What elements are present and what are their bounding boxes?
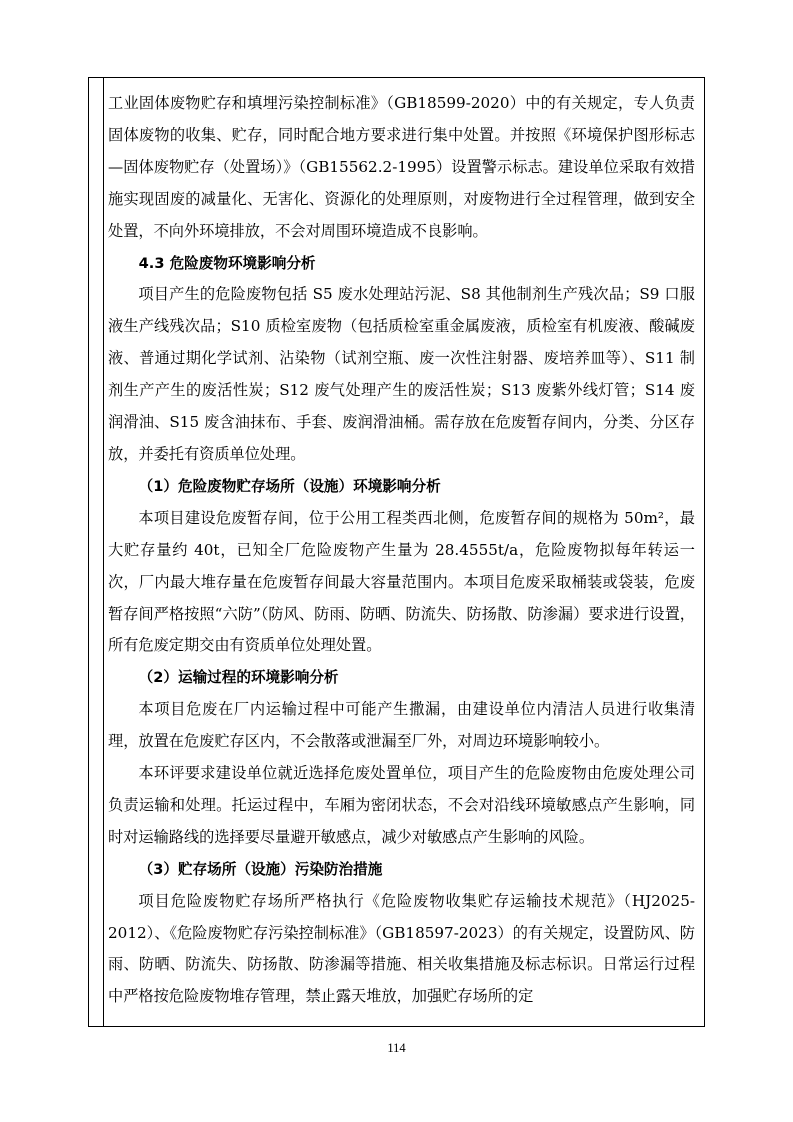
paragraph-hazardous-waste-list: 项目产生的危险废物包括 S5 废水处理站污泥、S8 其他制剂生产残次品；S9 口服液生产线残次品；S10 质检室废物（包括质检室重金属废液，质检室有机废液、酸碱废液、普通过期化学试剂、沾染物（试剂空瓶、废一次性注射器、废培养皿等）、S11 制剂生产产生的废活性炭；S12 废气处理产生的废活性炭；S13 废紫外线灯管；S14 废润滑油、S15 废含油抹布、手套、废润滑油桶。需存放在危废暂存间内，分类、分区存放，并委托有资质单位处理。 [108,285,695,463]
paragraph-transport-offsite: 本环评要求建设单位就近选择危废处置单位，项目产生的危险废物由危废处理公司负责运输和处理。托运过程中，车厢为密闭状态，不会对沿线环境敏感点产生影响，同时对运输路线的选择要尽量避开敏感点，减少对敏感点产生影响的风险。 [108,764,695,846]
paragraph-continued: 工业固体废物贮存和填埋污染控制标准》（GB18599-2020）中的有关规定，专人负责固体废物的收集、贮存，同时配合地方要求进行集中处置。并按照《环境保护图形标志—固体废物贮存（处置场）》（GB15562.2-1995）设置警示标志。建设单位采取有效措施实现固废的减量化、无害化、资源化的处理原则，对废物进行全过程管理，做到安全处置，不向外环境排放，不会对周围环境造成不良影响。 [108,94,695,240]
subheading-storage-impact: （1）危险废物贮存场所（设施）环境影响分析 [138,477,441,495]
section-heading-4-3: 4.3 危险废物环境影响分析 [138,254,316,272]
subheading-transport-impact: （2）运输过程的环境影响分析 [138,669,339,687]
paragraph-storage-room: 本项目建设危废暂存间，位于公用工程类西北侧，危废暂存间的规格为 50m²，最大贮存量约 40t，已知全厂危险废物产生量为 28.4555t/a，危险废物拟每年转运一次，厂内最大堆存量在危废暂存间最大容量范围内。本项目危废采取桶装或袋装，危废暂存间严格按照“六防”（防风、防雨、防晒、防流失、防扬散、防渗漏）要求进行设置，所有危废定期交由有资质单位处理处置。 [108,508,695,655]
table-column-divider [103,78,104,1026]
paragraph-storage-measures: 项目危险废物贮存场所严格执行《危险废物收集贮存运输技术规范》（HJ2025-2012）、《危险废物贮存污染控制标准》（GB18597-2023）的有关规定，设置防风、防雨、防晒、防流失、防扬散、防渗漏等措施、相关收集措施及标志标识。日常运行过程中严格按危险废物堆存管理，禁止露天堆放，加强贮存场所的定 [108,891,695,1006]
page-number: 114 [387,1041,406,1055]
paragraph-transport-in-plant: 本项目危废在厂内运输过程中可能产生撒漏，由建设单位内清洁人员进行收集清理，放置在危废贮存区内，不会散落或泄漏至厂外，对周边环境影响较小。 [108,700,695,751]
subheading-pollution-prevention: （3）贮存场所（设施）污染防治措施 [138,860,383,878]
document-body [108,88,695,1013]
